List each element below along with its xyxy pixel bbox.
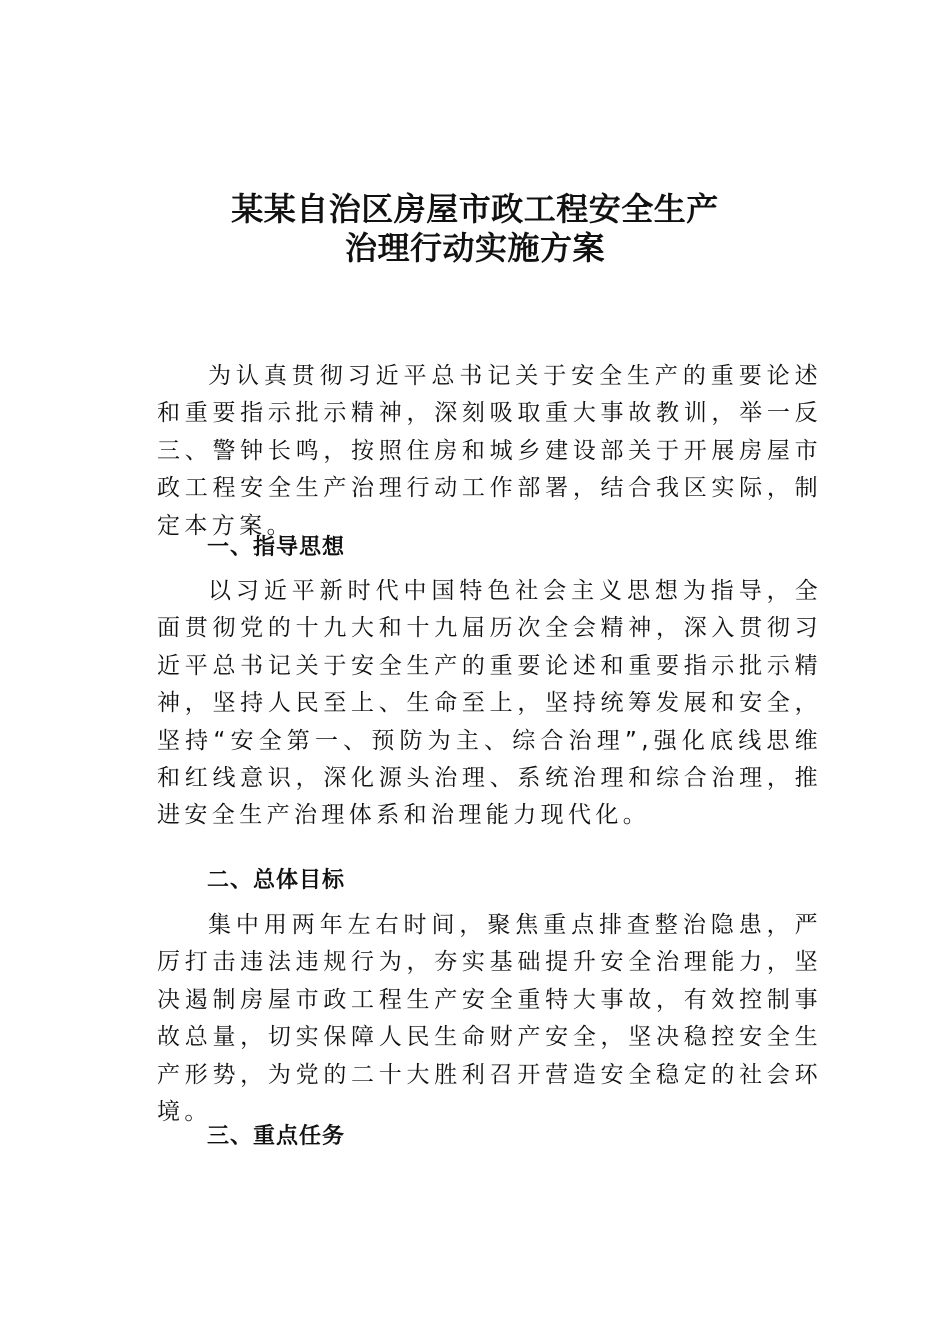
section-heading-guiding-ideology: 一、指导思想: [207, 535, 346, 560]
section-body-guiding-ideology: 以习近平新时代中国特色社会主义思想为指导，全面贯彻党的十九大和十九届历次全会精神，深入贯彻习近平总书记关于安全生产的重要论述和重要指示批示精神，坚持人民至上、生命至上，坚持统筹发展和安全，坚持“安全第一、预防为主、综合治理”,强化底线思维和红线意识，深化源头治理、系统治理和综合治理，推进安全生产治理体系和治理能力现代化。: [157, 578, 822, 829]
section-heading-overall-goal: 二、总体目标: [207, 868, 346, 893]
document-title-line-1: 某某自治区房屋市政工程安全生产: [231, 190, 719, 228]
section-heading-key-tasks: 三、重点任务: [207, 1124, 346, 1149]
section-body-overall-goal: 集中用两年左右时间，聚焦重点排查整治隐患，严厉打击违法违规行为，夯实基础提升安全治理能力，坚决遏制房屋市政工程生产安全重特大事故，有效控制事故总量，切实保障人民生命财产安全，坚决稳控安全生产形势，为党的二十大胜利召开营造安全稳定的社会环境。: [157, 912, 822, 1126]
document-title-line-2: 治理行动实施方案: [344, 229, 605, 267]
intro-paragraph: 为认真贯彻习近平总书记关于安全生产的重要论述和重要指示批示精神，深刻吸取重大事故教训，举一反三、警钟长鸣，按照住房和城乡建设部关于开展房屋市政工程安全生产治理行动工作部署，结合我区实际，制定本方案。: [157, 363, 822, 539]
